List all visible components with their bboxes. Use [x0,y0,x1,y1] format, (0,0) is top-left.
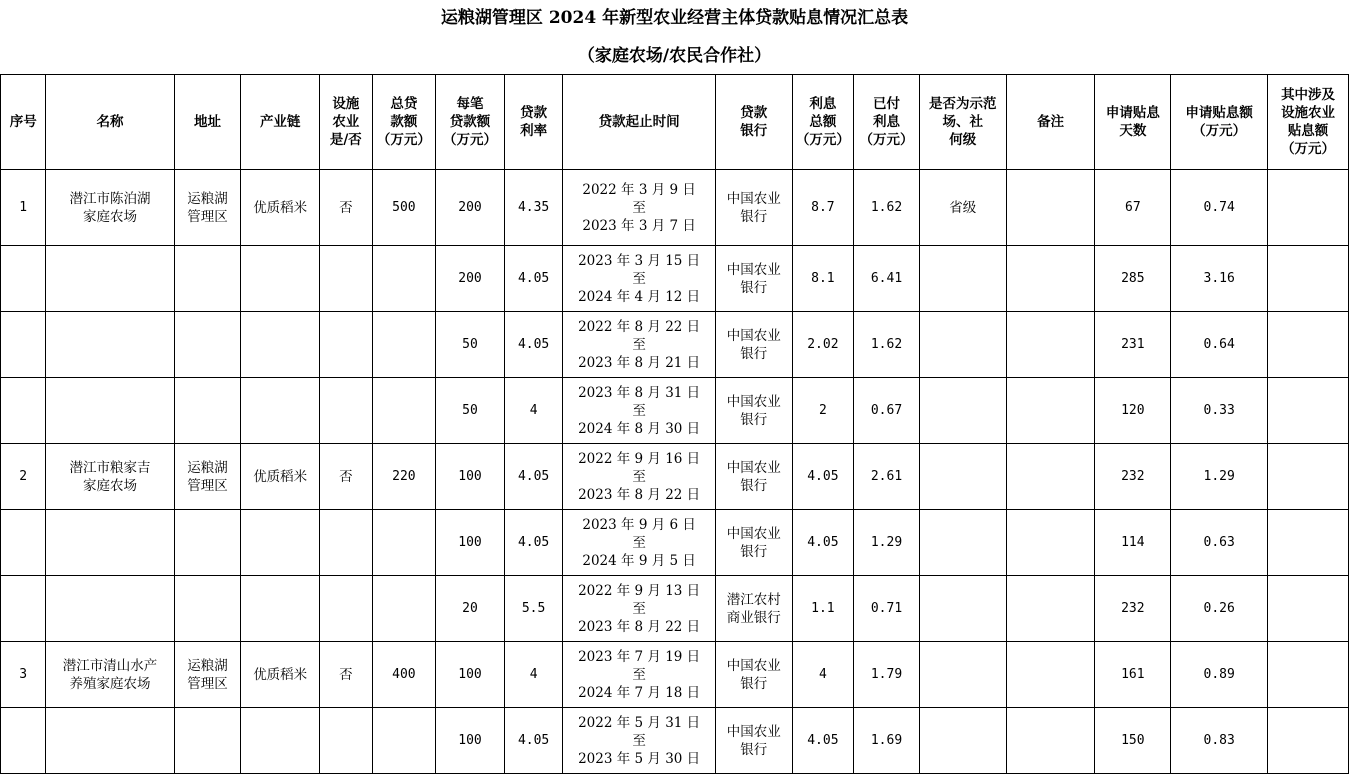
page-title: 运粮湖管理区 2024 年新型农业经营主体贷款贴息情况汇总表 [440,8,909,28]
cell-paid: 1.69 [854,708,920,774]
table-body [1,170,1349,774]
table-row [1,444,1349,510]
cell-chain: 优质稻米 [241,444,320,510]
col-header-paid: 已付 利息 （万元） [854,75,920,170]
cell-days: 161 [1095,642,1171,708]
col-header-address: 地址 [174,75,241,170]
cell-facility-subsidy [1268,312,1349,378]
cell-total-loan [372,246,436,312]
cell-total-loan [372,312,436,378]
cell-days: 120 [1095,378,1171,444]
cell-address: 运粮湖 管理区 [174,642,241,708]
cell-facility-subsidy [1268,510,1349,576]
col-header-bank: 贷款 银行 [715,75,792,170]
cell-interest: 4.05 [792,510,854,576]
cell-note [1006,708,1095,774]
col-header-total-loan: 总贷 款额 （万元） [372,75,436,170]
col-header-period: 贷款起止时间 [563,75,715,170]
col-header-demo: 是否为示范 场、社 何级 [919,75,1006,170]
cell-no [1,510,46,576]
cell-each-loan: 50 [436,312,505,378]
cell-address [174,378,241,444]
cell-no [1,708,46,774]
loan-subsidy-table [0,74,1349,774]
cell-rate: 4.05 [504,312,563,378]
cell-facility: 否 [320,444,373,510]
cell-interest: 4.05 [792,708,854,774]
cell-days: 232 [1095,444,1171,510]
cell-facility [320,312,373,378]
cell-each-loan: 50 [436,378,505,444]
cell-each-loan: 20 [436,576,505,642]
col-header-no: 序号 [1,75,46,170]
col-header-name: 名称 [46,75,174,170]
cell-address: 运粮湖 管理区 [174,170,241,246]
cell-days: 232 [1095,576,1171,642]
cell-address [174,576,241,642]
cell-no [1,312,46,378]
cell-bank: 中国农业 银行 [715,170,792,246]
cell-days: 67 [1095,170,1171,246]
table-row [1,378,1349,444]
cell-rate: 4.05 [504,708,563,774]
cell-facility-subsidy [1268,170,1349,246]
col-header-facility: 设施 农业 是/否 [320,75,373,170]
cell-days: 285 [1095,246,1171,312]
cell-bank: 中国农业 银行 [715,708,792,774]
cell-address [174,246,241,312]
cell-no [1,378,46,444]
cell-chain [241,312,320,378]
cell-chain [241,246,320,312]
cell-name [46,378,174,444]
table-row [1,708,1349,774]
table-row [1,170,1349,246]
cell-paid: 6.41 [854,246,920,312]
cell-rate: 5.5 [504,576,563,642]
cell-facility-subsidy [1268,246,1349,312]
cell-name [46,708,174,774]
cell-each-loan: 100 [436,642,505,708]
cell-interest: 4 [792,642,854,708]
cell-paid: 1.62 [854,170,920,246]
cell-paid: 0.71 [854,576,920,642]
cell-facility [320,246,373,312]
col-header-chain: 产业链 [241,75,320,170]
cell-address [174,708,241,774]
cell-no: 2 [1,444,46,510]
cell-subsidy: 0.26 [1171,576,1268,642]
cell-no [1,576,46,642]
cell-demo [919,510,1006,576]
table-row [1,246,1349,312]
cell-paid: 1.29 [854,510,920,576]
cell-note [1006,444,1095,510]
cell-period: 2023 年 7 月 19 日 至 2024 年 7 月 18 日 [563,642,715,708]
cell-bank: 中国农业 银行 [715,510,792,576]
cell-period: 2022 年 5 月 31 日 至 2023 年 5 月 30 日 [563,708,715,774]
col-header-days: 申请贴息 天数 [1095,75,1171,170]
cell-demo [919,576,1006,642]
cell-rate: 4.05 [504,510,563,576]
cell-chain: 优质稻米 [241,170,320,246]
col-header-rate: 贷款 利率 [504,75,563,170]
cell-facility: 否 [320,170,373,246]
cell-paid: 1.79 [854,642,920,708]
cell-days: 231 [1095,312,1171,378]
cell-facility-subsidy [1268,444,1349,510]
cell-demo [919,312,1006,378]
cell-rate: 4.05 [504,246,563,312]
cell-note [1006,576,1095,642]
cell-note [1006,510,1095,576]
cell-total-loan: 400 [372,642,436,708]
cell-name: 潜江市陈泊湖 家庭农场 [46,170,174,246]
cell-no: 3 [1,642,46,708]
cell-facility-subsidy [1268,378,1349,444]
cell-paid: 1.62 [854,312,920,378]
cell-each-loan: 100 [436,444,505,510]
cell-interest: 4.05 [792,444,854,510]
cell-name: 潜江市粮家吉 家庭农场 [46,444,174,510]
cell-demo [919,708,1006,774]
col-header-note: 备注 [1006,75,1095,170]
cell-bank: 中国农业 银行 [715,378,792,444]
cell-facility: 否 [320,642,373,708]
cell-note [1006,246,1095,312]
cell-period: 2022 年 9 月 16 日 至 2023 年 8 月 22 日 [563,444,715,510]
cell-demo: 省级 [919,170,1006,246]
col-header-interest: 利息 总额 （万元） [792,75,854,170]
cell-each-loan: 100 [436,708,505,774]
cell-address [174,312,241,378]
cell-note [1006,170,1095,246]
cell-no [1,246,46,312]
cell-demo [919,246,1006,312]
cell-bank: 中国农业 银行 [715,312,792,378]
table-row [1,312,1349,378]
cell-note [1006,312,1095,378]
cell-paid: 0.67 [854,378,920,444]
cell-interest: 8.1 [792,246,854,312]
cell-name [46,576,174,642]
cell-days: 114 [1095,510,1171,576]
cell-rate: 4 [504,642,563,708]
cell-total-loan [372,378,436,444]
cell-rate: 4.35 [504,170,563,246]
cell-facility [320,708,373,774]
cell-subsidy: 0.89 [1171,642,1268,708]
table-row [1,642,1349,708]
cell-facility-subsidy [1268,708,1349,774]
cell-period: 2022 年 9 月 13 日 至 2023 年 8 月 22 日 [563,576,715,642]
cell-chain [241,708,320,774]
cell-bank: 潜江农村 商业银行 [715,576,792,642]
col-header-facility-subsidy: 其中涉及 设施农业 贴息额 （万元） [1268,75,1349,170]
cell-subsidy: 0.33 [1171,378,1268,444]
cell-note [1006,642,1095,708]
cell-chain [241,576,320,642]
cell-facility [320,576,373,642]
table-row [1,510,1349,576]
cell-name [46,312,174,378]
cell-chain: 优质稻米 [241,642,320,708]
cell-total-loan: 220 [372,444,436,510]
cell-each-loan: 100 [436,510,505,576]
cell-days: 150 [1095,708,1171,774]
cell-subsidy: 1.29 [1171,444,1268,510]
cell-facility [320,510,373,576]
cell-subsidy: 0.64 [1171,312,1268,378]
col-header-subsidy: 申请贴息额 （万元） [1171,75,1268,170]
cell-total-loan [372,708,436,774]
page-subtitle: （家庭农场/农民合作社） [577,46,772,66]
header-row [1,75,1349,170]
cell-interest: 1.1 [792,576,854,642]
cell-chain [241,378,320,444]
cell-subsidy: 0.74 [1171,170,1268,246]
cell-paid: 2.61 [854,444,920,510]
cell-subsidy: 3.16 [1171,246,1268,312]
cell-name: 潜江市清山水产 养殖家庭农场 [46,642,174,708]
cell-interest: 8.7 [792,170,854,246]
cell-rate: 4 [504,378,563,444]
cell-demo [919,378,1006,444]
cell-bank: 中国农业 银行 [715,444,792,510]
cell-period: 2022 年 8 月 22 日 至 2023 年 8 月 21 日 [563,312,715,378]
cell-total-loan: 500 [372,170,436,246]
cell-name [46,246,174,312]
col-header-each-loan: 每笔 贷款额 （万元） [436,75,505,170]
cell-facility [320,378,373,444]
cell-total-loan [372,510,436,576]
cell-period: 2023 年 3 月 15 日 至 2024 年 4 月 12 日 [563,246,715,312]
cell-period: 2023 年 8 月 31 日 至 2024 年 8 月 30 日 [563,378,715,444]
cell-note [1006,378,1095,444]
cell-rate: 4.05 [504,444,563,510]
table-row [1,576,1349,642]
cell-no: 1 [1,170,46,246]
cell-each-loan: 200 [436,170,505,246]
cell-interest: 2.02 [792,312,854,378]
cell-name [46,510,174,576]
cell-chain [241,510,320,576]
cell-facility-subsidy [1268,576,1349,642]
cell-bank: 中国农业 银行 [715,642,792,708]
cell-each-loan: 200 [436,246,505,312]
cell-demo [919,642,1006,708]
cell-interest: 2 [792,378,854,444]
cell-total-loan [372,576,436,642]
cell-subsidy: 0.63 [1171,510,1268,576]
cell-period: 2023 年 9 月 6 日 至 2024 年 9 月 5 日 [563,510,715,576]
cell-address [174,510,241,576]
cell-demo [919,444,1006,510]
cell-bank: 中国农业 银行 [715,246,792,312]
cell-facility-subsidy [1268,642,1349,708]
cell-address: 运粮湖 管理区 [174,444,241,510]
cell-subsidy: 0.83 [1171,708,1268,774]
cell-period: 2022 年 3 月 9 日 至 2023 年 3 月 7 日 [563,170,715,246]
